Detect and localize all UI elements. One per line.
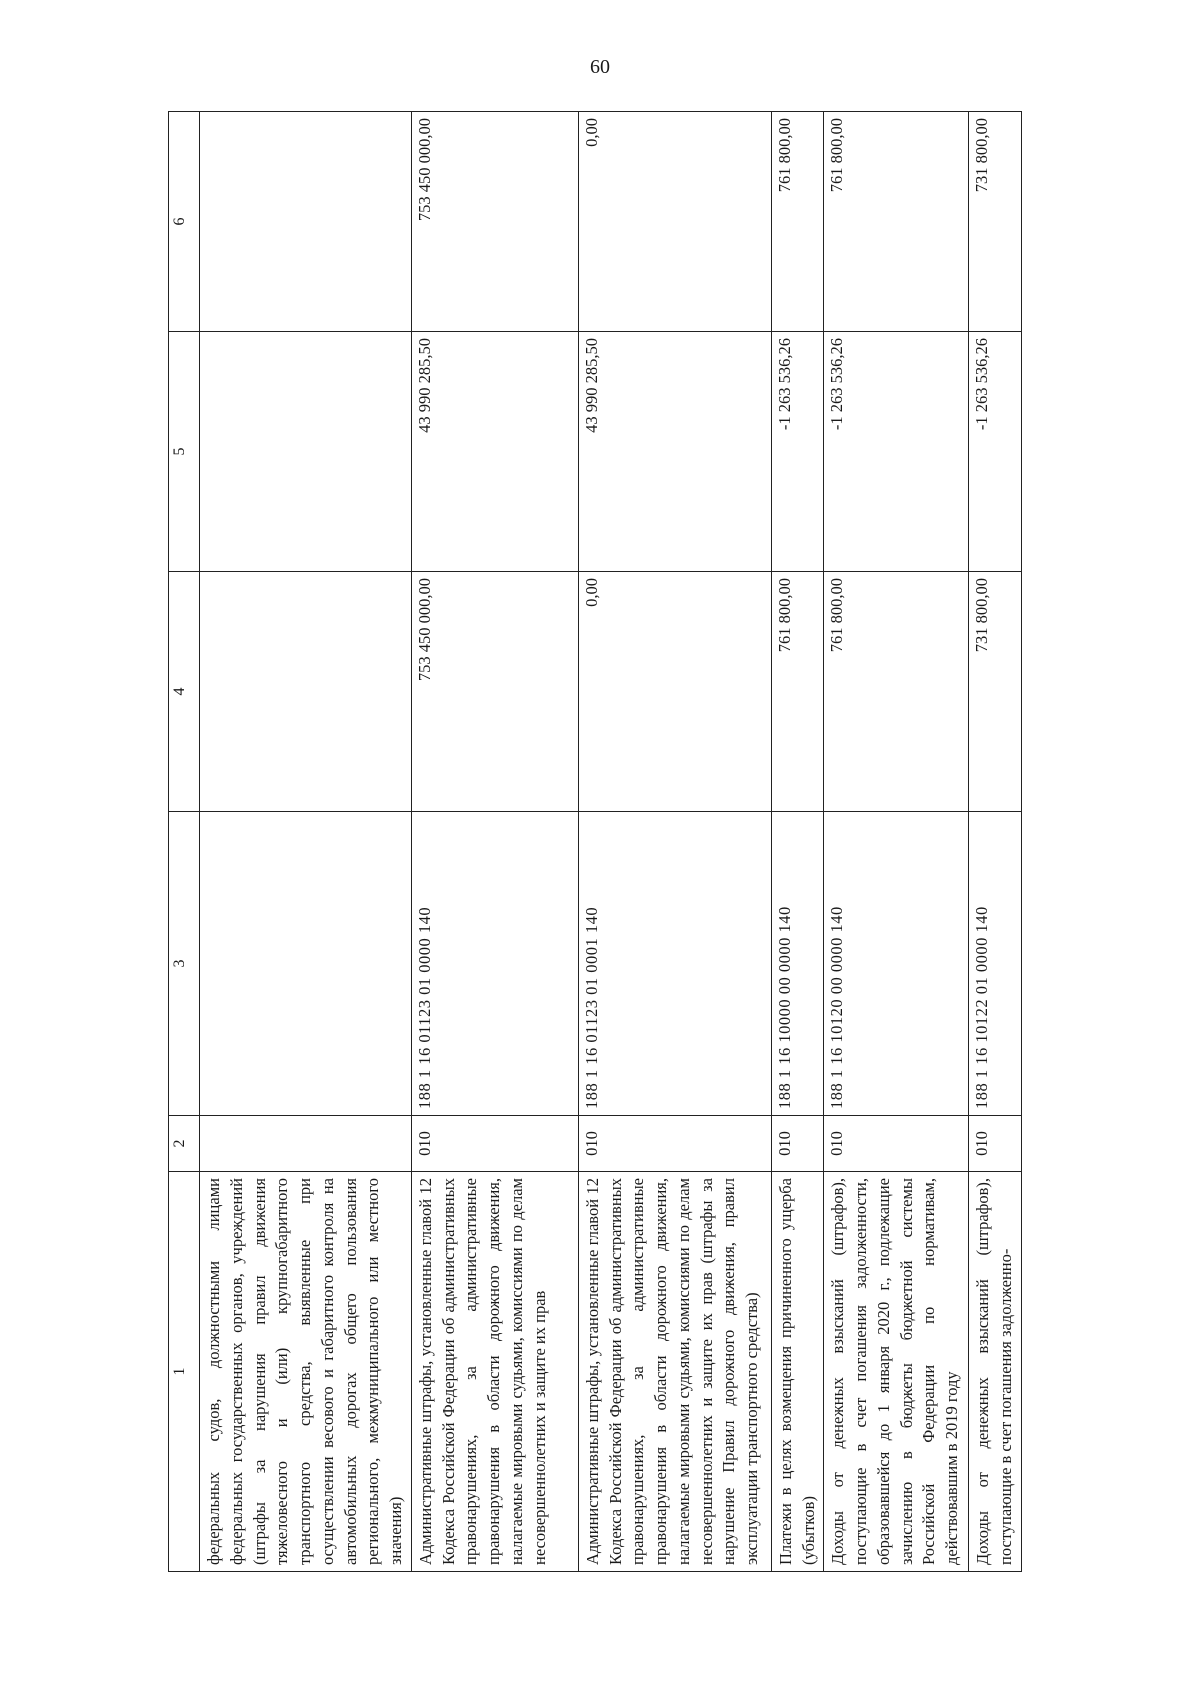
table-row: [411, 112, 578, 1572]
row-col6-amount: 753 450 000,00: [411, 112, 578, 332]
row-col4-amount: 761 800,00: [824, 572, 969, 812]
row-kbk: [200, 812, 412, 1116]
row-col5-amount: -1 263 536,26: [771, 332, 824, 572]
row-code: 010: [578, 1116, 771, 1172]
row-kbk: 188 1 16 01123 01 0001 140: [578, 812, 771, 1116]
column-header-6: 6: [169, 112, 200, 332]
row-col4-amount: 731 800,00: [969, 572, 1022, 812]
row-kbk: 188 1 16 10122 01 0000 140: [969, 812, 1022, 1116]
row-code: [200, 1116, 412, 1172]
row-code: 010: [771, 1116, 824, 1172]
row-col6-amount: 761 800,00: [824, 112, 969, 332]
row-col5-amount: -1 263 536,26: [824, 332, 969, 572]
row-code: 010: [969, 1116, 1022, 1172]
column-header-5: 5: [169, 332, 200, 572]
column-header-4: 4: [169, 572, 200, 812]
row-col6-amount: [200, 112, 412, 332]
row-col6-amount: 761 800,00: [771, 112, 824, 332]
row-col5-amount: [200, 332, 412, 572]
row-col4-amount: 0,00: [578, 572, 771, 812]
table-row: [969, 112, 1022, 1572]
column-header-2: 2: [169, 1116, 200, 1172]
row-kbk: 188 1 16 01123 01 0000 140: [411, 812, 578, 1116]
table-row: [578, 112, 771, 1572]
column-number-header: [169, 112, 200, 1572]
row-col4-amount: [200, 572, 412, 812]
row-col6-amount: 0,00: [578, 112, 771, 332]
page-number: 60: [590, 56, 610, 78]
row-description: Доходы от денежных взысканий (штрафов), поступающие в счет погашения задолженности, образовавшейся до 1 января 2020 г., подлежащие зачислению в бюджеты бюджетной системы Российской Федерации по нормативам, действовавшим в 2019 году: [824, 1172, 969, 1572]
row-code: 010: [411, 1116, 578, 1172]
table-row: [200, 112, 412, 1572]
column-header-1: 1: [169, 1172, 200, 1572]
row-kbk: 188 1 16 10120 00 0000 140: [824, 812, 969, 1116]
rotated-table-frame: [168, 112, 1108, 1572]
row-description: Административные штрафы, установленные главой 12 Кодекса Российской Федерации об административных правонарушениях, за административные правонарушения в области дорожного движения, налагаемые мировыми судьями, комиссиями по делам несовершеннолетних и защите их прав (штрафы за нарушение Правил дорожного движения, правил эксплуатации транспортного средства): [578, 1172, 771, 1572]
row-col5-amount: 43 990 285,50: [578, 332, 771, 572]
row-description: Доходы от денежных взысканий (штрафов), поступающие в счет погашения задолженно-: [969, 1172, 1022, 1572]
row-description: Платежи в целях возмещения причиненного ущерба (убытков): [771, 1172, 824, 1572]
table-row: [771, 112, 824, 1572]
revenue-table: [168, 111, 1022, 1572]
row-code: 010: [824, 1116, 969, 1172]
row-description: Административные штрафы, установленные главой 12 Кодекса Российской Федерации об административных правонарушениях, за административные правонарушения в области дорожного движения, налагаемые мировыми судьями, комиссиями по делам несовершеннолетних и защите их прав: [411, 1172, 578, 1572]
row-col5-amount: 43 990 285,50: [411, 332, 578, 572]
row-col4-amount: 761 800,00: [771, 572, 824, 812]
table-row: [824, 112, 969, 1572]
row-description: федеральных судов, должностными лицами федеральных государственных органов, учреждений (штрафы за нарушения правил движения тяжеловесного и (или) крупногабаритного транспортного средства, выявленные при осуществлении весового и габаритного контроля на автомобильных дорогах общего пользования регионального, межмуниципального или местного значения): [200, 1172, 412, 1572]
row-kbk: 188 1 16 10000 00 0000 140: [771, 812, 824, 1116]
row-col4-amount: 753 450 000,00: [411, 572, 578, 812]
row-col6-amount: 731 800,00: [969, 112, 1022, 332]
row-col5-amount: -1 263 536,26: [969, 332, 1022, 572]
column-header-3: 3: [169, 812, 200, 1116]
rotated-table-container: [168, 112, 1108, 1572]
